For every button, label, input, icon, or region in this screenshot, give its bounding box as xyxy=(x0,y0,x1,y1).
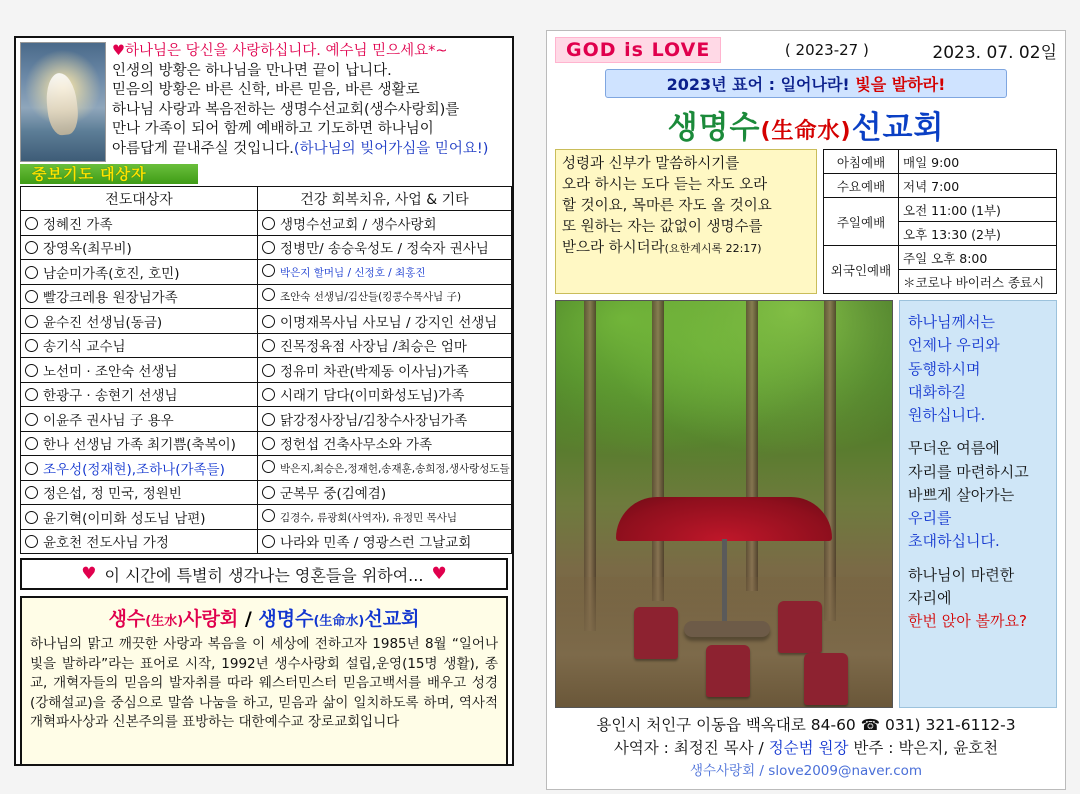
checkbox-circle-icon[interactable] xyxy=(25,266,38,279)
intro-text xyxy=(112,42,508,162)
prayer-cell xyxy=(21,333,258,358)
service-time: 저녁 7:00 xyxy=(899,174,1057,198)
address-block xyxy=(547,714,1065,781)
prayer-cell xyxy=(21,382,258,407)
table-row xyxy=(21,407,512,432)
email-link[interactable]: slove2009@naver.com xyxy=(768,762,923,779)
prayer-cell xyxy=(21,260,258,285)
photo-and-caption xyxy=(555,300,1057,708)
checkbox-circle-icon[interactable] xyxy=(262,264,275,277)
ministry-title xyxy=(547,102,1065,147)
verse-reference: (요한계시록 22:17) xyxy=(664,242,762,256)
verse-line-5: 받으라 하시더라 xyxy=(562,240,665,257)
tree-trunk xyxy=(824,301,836,621)
prayer-item-label: 정헌섭 건축사무소와 가족 xyxy=(280,437,433,454)
service-name: 아침예배 xyxy=(824,150,899,174)
church-intro-title xyxy=(30,604,498,631)
prayer-cell xyxy=(21,211,258,236)
slogan-red: 빛을 발하라! xyxy=(855,75,946,94)
caption-1-3: 동행하시며 xyxy=(908,359,981,378)
patio-chair xyxy=(634,607,678,659)
director-label: 정순범 원장 xyxy=(768,739,849,758)
service-row xyxy=(824,198,1057,222)
table-row xyxy=(21,309,512,334)
prayer-cell xyxy=(258,505,512,530)
checkbox-circle-icon[interactable] xyxy=(262,388,275,401)
address-street: 용인시 처인구 이동읍 백옥대로 84-60 xyxy=(596,716,861,734)
prayer-cell xyxy=(21,529,258,554)
checkbox-circle-icon[interactable] xyxy=(25,241,38,254)
table-header-row xyxy=(21,187,512,211)
prayer-item-label: 장영옥(최무비) xyxy=(43,241,132,258)
service-name: 주일예배 xyxy=(824,198,899,246)
service-row xyxy=(824,150,1057,174)
patio-chair xyxy=(778,601,822,653)
prayer-item-label: 정유미 차관(박제동 이사님)가족 xyxy=(280,363,469,380)
prayer-item-label: 진목정육점 사장님 /최승은 엄마 xyxy=(280,339,467,356)
right-panel xyxy=(546,30,1066,790)
umbrella-pole xyxy=(722,539,727,631)
table-row xyxy=(21,211,512,236)
prayer-cell xyxy=(21,480,258,505)
prayer-item-label: 한나 선생님 가족 최기쁨(축복이) xyxy=(43,437,236,454)
god-is-love-badge: GOD is LOVE xyxy=(555,37,721,63)
checkbox-circle-icon[interactable] xyxy=(262,217,275,230)
church-title-a: 생수 xyxy=(108,608,146,630)
patio-chair xyxy=(804,653,848,705)
caption-spacer-2 xyxy=(908,554,1048,564)
prayer-cell xyxy=(258,382,512,407)
intro-line-6: 아름답게 끝내주실 것입니다. xyxy=(112,140,294,157)
checkbox-circle-icon[interactable] xyxy=(262,437,275,450)
tree-trunk xyxy=(746,301,758,591)
checkbox-circle-icon[interactable] xyxy=(25,364,38,377)
prayer-cell xyxy=(21,358,258,383)
verse-line-4: 또 원하는 자는 값없이 생명수를 xyxy=(562,219,763,236)
heart-icon-2: ♥ xyxy=(431,564,447,584)
service-schedule-table xyxy=(823,149,1057,294)
church-intro-body: 하나님의 맑고 깨끗한 사랑과 복음을 이 세상에 전하고자 1985년 8월 “일어나 빛을 발하라”라는 표어로 시작, 1992년 생수사랑회 설립,운영(15명 생활), 종교, 개혁자들의 믿음의 발자취를 따라 웨스터민스터 믿음고백서를 배우고 성경(강해설교)을 중심으로 말씀 나눔을 하고, 믿음과 삶이 일치하도록 하며, 역사적 개혁파사상과 신본주의를 표방하는 대한예수교 장로교회입니다 xyxy=(30,636,498,731)
caption-2-2: 자리를 마련하시고 xyxy=(908,462,1029,481)
prayer-item-label: 정혜진 가족 xyxy=(43,216,113,233)
prayer-cell xyxy=(21,284,258,309)
intro-line-1: ♥하나님은 당신을 사랑하십니다. 예수님 믿으세요*~ xyxy=(112,43,448,59)
prayer-item-label: 김경수, 류광회(사역자), 유정민 목사님 xyxy=(280,511,458,524)
prayer-item-label: 정병만/ 송승욱성도 / 정숙자 권사님 xyxy=(280,241,489,258)
prayer-cell xyxy=(258,235,512,260)
verse-line-2: 오라 하시는 도다 듣는 자도 오라 xyxy=(562,177,768,194)
ministry-title-part3: 선교회 xyxy=(851,110,945,146)
table-row xyxy=(21,382,512,407)
prayer-item-label: 나라와 민족 / 영광스런 그날교회 xyxy=(280,535,472,552)
right-header xyxy=(547,31,1065,63)
caption-2-5: 초대하십니다. xyxy=(908,532,1000,551)
checkbox-circle-icon[interactable] xyxy=(25,437,38,450)
church-title-b2: 선교회 xyxy=(364,608,420,630)
checkbox-circle-icon[interactable] xyxy=(25,511,38,524)
table-row xyxy=(21,333,512,358)
souls-text: 이 시간에 특별히 생각나는 영혼들을 위하여... xyxy=(104,565,424,585)
caption-3-1: 하나님이 마련한 xyxy=(908,565,1015,584)
address-line-2 xyxy=(547,737,1065,760)
caption-1-4: 대화하길 xyxy=(908,382,966,401)
prayer-section-header xyxy=(20,164,508,184)
prayer-cell xyxy=(21,309,258,334)
heart-icon: ♥ xyxy=(81,564,97,584)
forest-photo xyxy=(555,300,893,708)
prayer-item-label: 남순미가족(호진, 호민) xyxy=(43,265,180,282)
prayer-item-label: 노선미 · 조안숙 선생님 xyxy=(43,363,178,380)
verse-and-services xyxy=(547,149,1065,294)
service-time-sub: 오후 13:30 (2부) xyxy=(899,222,1057,246)
prayer-cell xyxy=(258,431,512,456)
red-umbrella xyxy=(616,497,832,541)
prayer-table xyxy=(20,186,512,554)
prayer-cell xyxy=(21,431,258,456)
table-row xyxy=(21,235,512,260)
table-row xyxy=(21,358,512,383)
service-row xyxy=(824,174,1057,198)
caption-1-2: 언제나 우리와 xyxy=(908,336,1000,355)
prayer-cell xyxy=(21,505,258,530)
prayer-cell xyxy=(258,456,512,481)
prayer-item-label: 군복무 중(김예겸) xyxy=(280,486,387,503)
baptism-photo xyxy=(20,42,106,162)
service-time: 오전 11:00 (1부) xyxy=(899,198,1057,222)
prayer-cell xyxy=(258,284,512,309)
prayer-item-label: 생명수선교회 / 생수사랑회 xyxy=(280,216,437,233)
table-row xyxy=(21,456,512,481)
publication-date: 2023. 07. 02일 xyxy=(932,42,1057,63)
intro-line-3: 믿음의 방황은 바른 신학, 바른 믿음, 바른 생활로 xyxy=(112,82,420,99)
prayer-cell xyxy=(258,358,512,383)
prayer-item-label: 윤호천 전도사님 가정 xyxy=(43,535,169,552)
pastor-label: 사역자 : 최정진 목사 / xyxy=(613,739,769,758)
caption-2-3: 바쁘게 살아가는 xyxy=(908,485,1015,504)
service-time: 주일 오후 8:00 xyxy=(899,246,1057,270)
bible-verse-box xyxy=(555,149,817,294)
prayer-section-title: 중보기도 대상자 xyxy=(32,165,147,183)
verse-line-3: 할 것이요, 목마른 자도 올 것이요 xyxy=(562,198,772,215)
address-line-3 xyxy=(547,761,1065,781)
service-name: 수요예배 xyxy=(824,174,899,198)
prayer-cell xyxy=(258,407,512,432)
checkbox-circle-icon[interactable] xyxy=(262,315,275,328)
prayer-item-label: 닭강정사장님/김창수사장님가족 xyxy=(280,412,468,429)
checkbox-circle-icon[interactable] xyxy=(25,315,38,328)
caption-2-1: 무더운 여름에 xyxy=(908,439,1000,458)
church-title-sep: / xyxy=(238,608,259,630)
phone-icon: ☎ xyxy=(860,716,881,734)
checkbox-circle-icon[interactable] xyxy=(25,290,38,303)
checkbox-circle-icon[interactable] xyxy=(262,364,275,377)
verse-line-1: 성령과 신부가 말씀하시기를 xyxy=(562,156,740,172)
caption-1-5: 원하십니다. xyxy=(908,406,986,424)
church-title-a-hanja: (生水) xyxy=(145,614,184,629)
table-row xyxy=(21,480,512,505)
checkbox-circle-icon[interactable] xyxy=(262,339,275,352)
service-name: 외국인예배 xyxy=(824,246,899,294)
caption-3-2: 자리에 xyxy=(908,588,952,607)
service-time: 매일 9:00 xyxy=(899,150,1057,174)
prayer-cell xyxy=(21,456,258,481)
ministry-title-part1: 생명수 xyxy=(667,110,761,146)
table-row xyxy=(21,260,512,285)
prayer-cell xyxy=(258,480,512,505)
issue-number: ( 2023-27 ) xyxy=(784,41,869,59)
prayer-item-label: 송기식 교수님 xyxy=(43,339,126,356)
prayer-item-label: 박은지,최승은,정재헌,송재훈,송희정,생사랑성도들 xyxy=(280,462,510,475)
checkbox-circle-icon[interactable] xyxy=(262,413,275,426)
col-header-evangelism: 전도대상자 xyxy=(21,187,258,211)
intro-line-4: 하나님 사랑과 복음전하는 생명수선교회(생수사랑회)를 xyxy=(112,101,460,118)
table-row xyxy=(21,505,512,530)
church-title-b-hanja: (生命水) xyxy=(313,614,365,629)
caption-spacer xyxy=(908,427,1048,437)
prayer-item-label: 정은섭, 정 민국, 정원빈 xyxy=(43,486,182,503)
checkbox-circle-icon[interactable] xyxy=(25,462,38,475)
col-header-health: 건강 회복치유, 사업 & 기타 xyxy=(258,187,512,211)
org-label: 생수사랑회 / xyxy=(689,762,769,779)
service-row xyxy=(824,246,1057,270)
church-title-b: 생명수 xyxy=(258,608,314,630)
souls-banner xyxy=(20,558,508,590)
intro-highlight: (하나님의 빚어가심을 믿어요!) xyxy=(293,140,489,157)
caption-box xyxy=(899,300,1057,708)
church-title-a2: 사랑회 xyxy=(183,608,239,630)
address-line-1 xyxy=(547,714,1065,737)
caption-1-1: 하나님께서는 xyxy=(908,313,995,331)
patio-table xyxy=(684,621,770,637)
prayer-cell xyxy=(21,407,258,432)
prayer-cell xyxy=(258,211,512,236)
slogan-pre: 2023년 표어 : 일어나라! xyxy=(666,75,856,94)
prayer-item-label: 윤수진 선생님(동금) xyxy=(43,314,163,331)
left-panel xyxy=(14,36,514,766)
prayer-cell xyxy=(258,309,512,334)
prayer-item-label: 조우성(정재현),조하나(가족들) xyxy=(43,461,225,478)
phone-number: 031) 321-6112-3 xyxy=(884,716,1016,734)
prayer-item-label: 시래기 담다(이미화성도님)가족 xyxy=(280,388,465,405)
checkbox-circle-icon[interactable] xyxy=(25,339,38,352)
table-row xyxy=(21,529,512,554)
prayer-cell xyxy=(258,260,512,285)
checkbox-circle-icon[interactable] xyxy=(25,413,38,426)
checkbox-circle-icon[interactable] xyxy=(262,460,275,473)
accompanist-label: 반주 : 박은지, 윤호천 xyxy=(848,739,999,758)
prayer-item-label: 조안숙 선생님/김산들(킹콩수목사님 子) xyxy=(280,291,462,304)
prayer-item-label: 윤기혁(이미화 성도님 남편) xyxy=(43,510,206,527)
prayer-item-label: 이명재목사님 사모님 / 강지인 선생님 xyxy=(280,314,498,331)
checkbox-circle-icon[interactable] xyxy=(262,241,275,254)
prayer-item-label: 한광구 · 송현기 선생님 xyxy=(43,388,178,405)
caption-2-4: 우리를 xyxy=(908,509,952,527)
table-row xyxy=(21,284,512,309)
checkbox-circle-icon[interactable] xyxy=(25,486,38,499)
checkbox-circle-icon[interactable] xyxy=(262,486,275,499)
checkbox-circle-icon[interactable] xyxy=(25,388,38,401)
prayer-cell xyxy=(21,235,258,260)
checkbox-circle-icon[interactable] xyxy=(262,509,275,522)
checkbox-circle-icon[interactable] xyxy=(25,535,38,548)
checkbox-circle-icon[interactable] xyxy=(262,288,275,301)
checkbox-circle-icon[interactable] xyxy=(25,217,38,230)
patio-chair xyxy=(706,645,750,697)
caption-4: 한번 앉아 볼까요? xyxy=(908,612,1027,630)
church-intro-box xyxy=(20,596,508,766)
intro-block xyxy=(16,38,512,162)
prayer-cell xyxy=(258,529,512,554)
prayer-item-label: 빨강크레용 원장님가족 xyxy=(43,290,178,307)
prayer-item-label: 박은지 할머님 / 신정호 / 최홍진 xyxy=(280,266,426,279)
table-row xyxy=(21,431,512,456)
service-time-sub: ＊코로나 바이러스 종료시 xyxy=(899,270,1057,294)
year-slogan xyxy=(605,69,1007,98)
checkbox-circle-icon[interactable] xyxy=(262,535,275,548)
tree-trunk xyxy=(652,301,664,601)
prayer-cell xyxy=(258,333,512,358)
prayer-item-label: 이윤주 권사님 子 용우 xyxy=(43,412,174,429)
intro-line-2: 인생의 방황은 하나님을 만나면 끝이 납니다. xyxy=(112,62,392,79)
intro-line-5: 만나 가족이 되어 함께 예배하고 기도하면 하나님이 xyxy=(112,121,434,138)
canopy-layer xyxy=(556,301,892,481)
ministry-title-hanja: (生命水) xyxy=(760,119,852,144)
